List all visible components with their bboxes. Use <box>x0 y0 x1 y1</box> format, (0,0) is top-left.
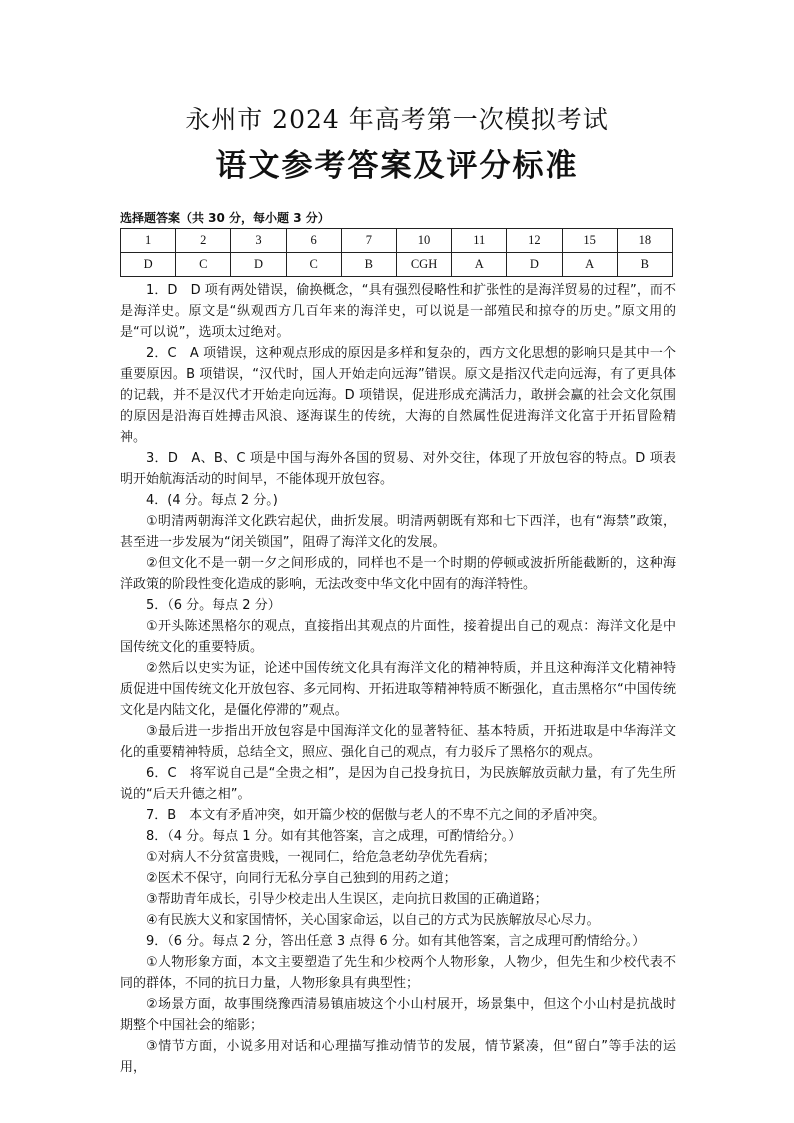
explanation-paragraph: 3．D A、B、C 项是中国与海外各国的贸易、对外交往，体现了开放包容的特点。D 项表明开始航海活动的时间早，不能体现开放包容。 <box>120 451 676 487</box>
explanation-paragraph: 6．C 将军说自己是“全贵之相”，是因为自己投身抗日，为民族解放贡献力量，有了先生所说的“后天升德之相”。 <box>120 766 676 802</box>
answer-explanations <box>120 280 676 1078</box>
question-cell: 7 <box>341 229 396 253</box>
question-cell: 2 <box>176 229 231 253</box>
answer-cell: D <box>121 253 176 277</box>
question-cell: 6 <box>286 229 341 253</box>
question-cell: 11 <box>452 229 507 253</box>
question-cell: 10 <box>396 229 451 253</box>
answer-cell: B <box>341 253 396 277</box>
explanation-paragraph: 8．（4 分。每点 1 分。如有其他答案，言之成理，可酌情给分。） <box>146 829 522 844</box>
question-cell: 3 <box>231 229 286 253</box>
explanation-paragraph: ①开头陈述黑格尔的观点，直接指出其观点的片面性，接着提出自己的观点：海洋文化是中国传统文化的重要特质。 <box>120 619 676 655</box>
question-cell: 15 <box>562 229 617 253</box>
exam-title: 永州市 2024 年高考第一次模拟考试 <box>185 105 609 134</box>
explanation-paragraph: ②但文化不是一朝一夕之间形成的，同样也不是一个时期的停顿或波折所能截断的，这种海洋政策的阶段性变化造成的影响，无法改变中华文化中固有的海洋特性。 <box>120 556 676 592</box>
answer-cell: A <box>452 253 507 277</box>
answer-cell: B <box>617 253 672 277</box>
answer-row <box>121 253 673 277</box>
explanation-paragraph: 5．（6 分。每点 2 分） <box>146 598 281 613</box>
explanation-paragraph: ①人物形象方面，本文主要塑造了先生和少校两个人物形象，人物少，但先生和少校代表不同的群体，不同的抗日力量，人物形象具有典型性； <box>120 955 676 991</box>
answer-table <box>120 228 673 277</box>
answer-cell: A <box>562 253 617 277</box>
explanation-paragraph: ③最后进一步指出开放包容是中国海洋文化的显著特征、基本特质，开拓进取是中华海洋文化的重要精神特质，总结全文，照应、强化自己的观点，有力驳斥了黑格尔的观点。 <box>120 724 676 760</box>
explanation-paragraph: ②场景方面，故事围绕豫西清易镇庙坡这个小山村展开，场景集中，但这个小山村是抗战时期整个中国社会的缩影； <box>120 997 676 1033</box>
explanation-paragraph: ③情节方面，小说多用对话和心理描写推动情节的发展，情节紧凑，但“留白”等手法的运用， <box>120 1039 676 1075</box>
question-cell: 12 <box>507 229 562 253</box>
explanation-paragraph: 4．(4 分。每点 2 分。) <box>146 493 278 508</box>
explanation-paragraph: ②医术不保守，向同行无私分享自己独到的用药之道； <box>146 871 457 886</box>
answer-cell: D <box>507 253 562 277</box>
explanation-paragraph: ④有民族大义和家国情怀，关心国家命运，以自己的方式为民族解放尽心尽力。 <box>146 913 600 928</box>
question-number-row <box>121 229 673 253</box>
explanation-paragraph: ②然后以史实为证，论述中国传统文化具有海洋文化的精神特质，并且这种海洋文化精神特质促进中国传统文化开放包容、多元同构、开拓进取等精神特质不断强化，直击黑格尔“中国传统文化是内陆文化，是僵化停滞的”观点。 <box>120 661 676 718</box>
answer-cell: D <box>231 253 286 277</box>
answer-cell: C <box>286 253 341 277</box>
explanation-paragraph: 2．C A 项错误，这种观点形成的原因是多样和复杂的，西方文化思想的影响只是其中一个重要原因。B 项错误，“汉代时，国人开始走向远海”错误。原文是指汉代走向远海，有了更具体的记载，并不是汉代才开始走向远海。D 项错误，促进形成充满活力，敢拼会赢的社会文化氛围的原因是沿海百姓搏击风浪、逐海谋生的传统，大海的自然属性促进海洋文化富于开拓冒险精神。 <box>120 346 676 445</box>
explanation-paragraph: 9．（6 分。每点 2 分，答出任意 3 点得 6 分。如有其他答案，言之成理可酌情给分。） <box>146 934 646 949</box>
multiple-choice-label: 选择题答案（共 30 分，每小题 3 分） <box>120 211 330 225</box>
question-cell: 18 <box>617 229 672 253</box>
answer-cell: C <box>176 253 231 277</box>
explanation-paragraph: ③帮助青年成长，引导少校走出人生误区，走向抗日救国的正确道路； <box>146 892 548 907</box>
explanation-paragraph: 1．D D 项有两处错误，偷换概念，“具有强烈侵略性和扩张性的是海洋贸易的过程”，而不是海洋史。原文是“纵观西方几百年来的海洋史，可以说是一部殖民和掠夺的历史。”原文用的是“可以说”，选项太过绝对。 <box>120 283 676 340</box>
answer-cell: CGH <box>396 253 451 277</box>
question-cell: 1 <box>121 229 176 253</box>
explanation-paragraph: ①明清两朝海洋文化跌宕起伏，曲折发展。明清两朝既有郑和七下西洋，也有“海禁”政策，甚至进一步发展为“闭关锁国”，阻碍了海洋文化的发展。 <box>120 514 676 550</box>
answer-key-title: 语文参考答案及评分标准 <box>215 148 579 184</box>
explanation-paragraph: ①对病人不分贫富贵贱，一视同仁，给危急老幼孕优先看病； <box>146 850 496 865</box>
explanation-paragraph: 7．B 本文有矛盾冲突，如开篇少校的倨傲与老人的不卑不亢之间的矛盾冲突。 <box>146 808 606 823</box>
